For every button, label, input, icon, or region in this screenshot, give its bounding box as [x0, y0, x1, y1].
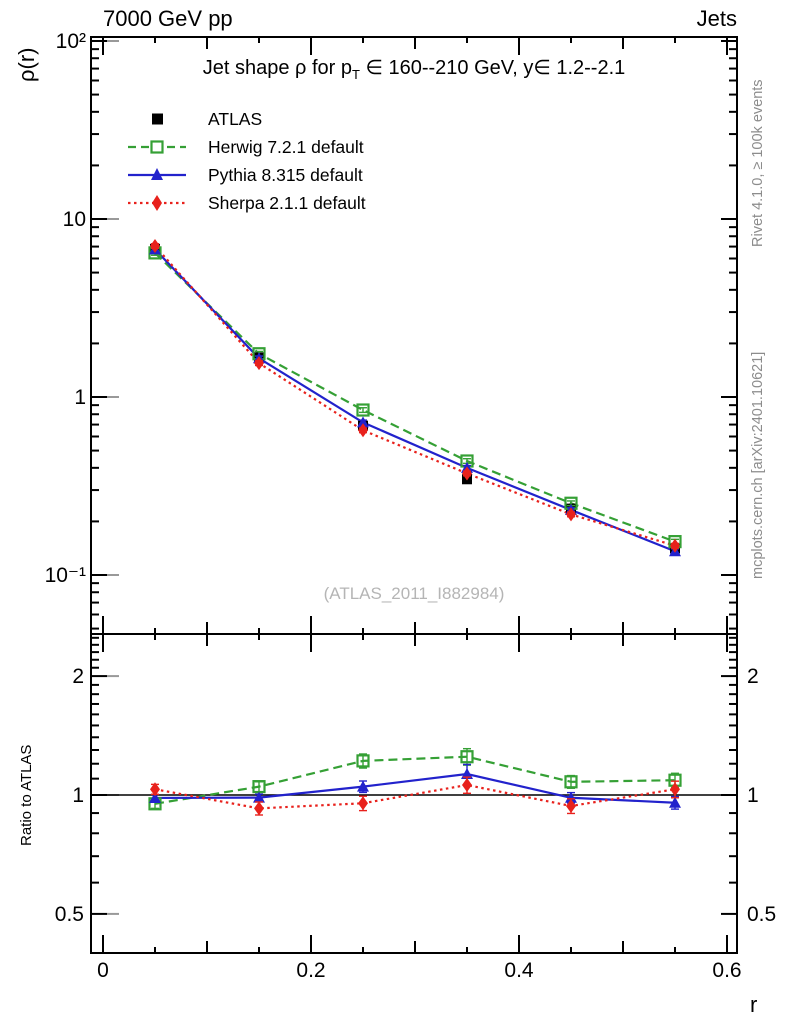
legend-item-herwig [126, 136, 364, 158]
legend-label: Herwig 7.2.1 default [208, 136, 364, 157]
plot-title-part2: ∈ 160--210 GeV, y∈ 1.2--2.1 [359, 57, 626, 79]
ratio-y-axis-title: Ratio to ATLAS [18, 744, 35, 846]
ratio-y-tick-label-right: 0.5 [747, 902, 777, 926]
rivet-version-note: Rivet 4.1.0, ≥ 100k events [750, 79, 766, 247]
main-y-tick-label: 10² [55, 30, 86, 53]
x-tick-label: 0 [97, 959, 109, 982]
x-tick-label: 0.2 [296, 959, 326, 982]
atlas-marker-icon [126, 108, 188, 130]
mcplots-arxiv-note: mcplots.cern.ch [arXiv:2401.10621] [750, 351, 766, 579]
plot-title-part1: Jet shape ρ for p [202, 57, 352, 79]
main-y-axis-title: ρ(r) [14, 47, 39, 83]
legend-label: ATLAS [208, 108, 263, 129]
x-tick-label: 0.6 [712, 959, 742, 982]
header-analysis-label: Jets [696, 6, 737, 31]
main-y-tick-label: 1 [74, 386, 86, 409]
x-axis-title: r [750, 992, 758, 1017]
legend-label: Sherpa 2.1.1 default [208, 192, 366, 213]
ratio-y-tick-label-right: 2 [747, 665, 759, 689]
header-beam-label: 7000 GeV pp [103, 6, 233, 31]
legend-label: Pythia 8.315 default [208, 164, 363, 185]
x-tick-label: 0.4 [504, 959, 534, 982]
pythia-line-marker-icon [126, 164, 188, 186]
ratio-y-tick-label-right: 1 [747, 784, 759, 807]
ratio-y-tick-label-left: 0.5 [54, 902, 84, 926]
plot-title-subscript: T [351, 67, 360, 82]
legend-item-pythia [126, 164, 363, 186]
legend-item-sherpa [126, 192, 366, 214]
plot-title [91, 55, 737, 82]
ratio-y-tick-label-left: 2 [72, 665, 84, 689]
ratio-y-tick-label-left: 1 [72, 784, 84, 807]
main-y-tick-label: 10⁻¹ [44, 564, 86, 587]
watermark-analysis-id: (ATLAS_2011_I882984) [323, 584, 505, 603]
legend-item-atlas [126, 108, 262, 130]
main-y-tick-label: 10 [62, 208, 86, 231]
sherpa-line-marker-icon [126, 192, 188, 214]
herwig-line-marker-icon [126, 136, 188, 158]
